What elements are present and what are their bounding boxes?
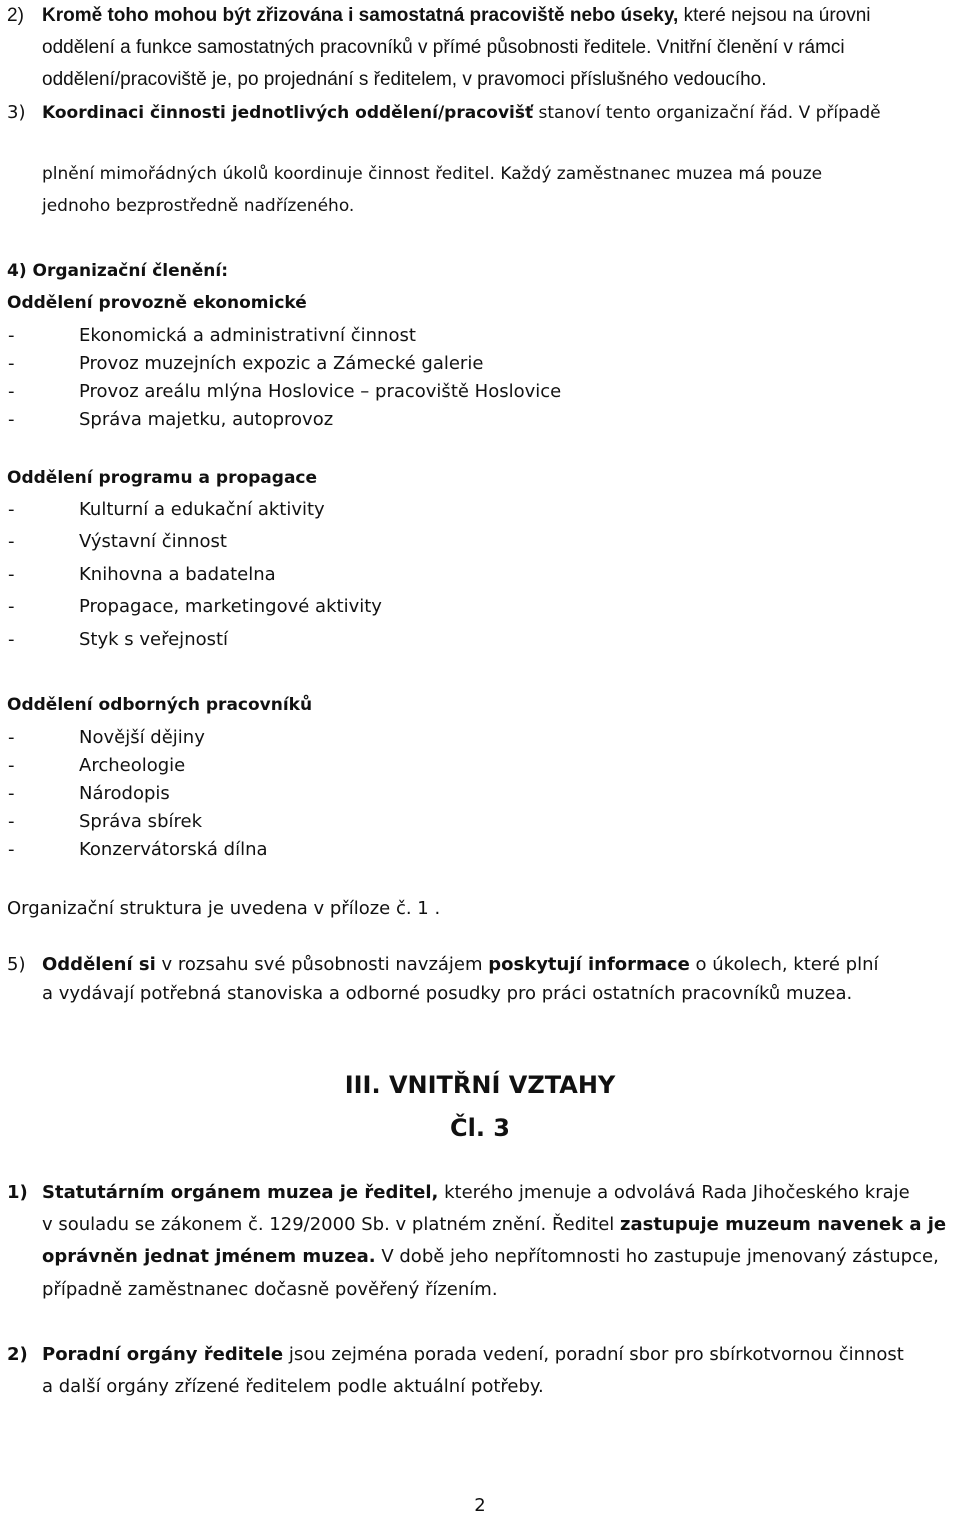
list-dash: -	[8, 596, 15, 617]
section-5-line-1	[42, 953, 879, 977]
list-item: Ekonomická a administrativní činnost	[79, 325, 416, 346]
art3-p1-number: 1)	[7, 1182, 28, 1203]
section-3-number: 3)	[7, 102, 26, 123]
list-dash: -	[8, 564, 15, 585]
art3-p2-line-1	[42, 1343, 904, 1367]
art3-p1-bold: Statutárním orgánem muzea je ředitel,	[42, 1182, 439, 1203]
list-dash: -	[8, 783, 15, 804]
list-dash: -	[8, 325, 15, 346]
section-2-line-2: oddělení a funkce samostatných pracovníků v přímé působnosti ředitele. Vnitřní členění v rámci	[42, 37, 845, 58]
section-3-bold: Koordinaci činnosti jednotlivých oddělení/pracovišť	[42, 103, 534, 123]
section-5-line-2: a vydávají potřebná stanoviska a odborné posudky pro práci ostatních pracovníků muzea.	[42, 983, 853, 1004]
list-item: Kulturní a edukační aktivity	[79, 499, 325, 520]
art3-p1-line-1-rest: kterého jmenuje a odvolává Rada Jihočeského kraje	[438, 1182, 910, 1203]
list-item: Provoz areálu mlýna Hoslovice – pracoviště Hoslovice	[79, 381, 562, 402]
art3-p1-line-2	[42, 1213, 946, 1237]
art3-p1-line-2-text: v souladu se zákonem č. 129/2000 Sb. v platném znění. Ředitel	[42, 1214, 620, 1235]
dept-1-title: Oddělení provozně ekonomické	[7, 293, 307, 313]
section-3-line-2a: plnění mimořádných úkolů koordinuje činnost ředitel.	[42, 164, 495, 184]
section-2-line-3: oddělení/pracoviště je, po projednání s ředitelem, v pravomoci příslušného vedoucího.	[42, 69, 767, 90]
list-item: Styk s veřejností	[79, 629, 229, 650]
article-title: Čl. 3	[449, 1114, 510, 1142]
section-3-line-3: jednoho bezprostředně nadřízeného.	[42, 196, 355, 216]
art3-p1-line-3-rest: V době jeho nepřítomnosti ho zastupuje jmenovaný zástupce,	[375, 1246, 939, 1267]
section-5-text-1: v rozsahu své působnosti navzájem	[155, 954, 489, 975]
org-structure-note: Organizační struktura je uvedena v příloze č. 1 .	[7, 898, 441, 919]
section-5-number: 5)	[7, 954, 26, 975]
section-3-line-1	[42, 101, 881, 125]
section-5-bold-2: poskytují informace	[488, 954, 690, 975]
list-dash: -	[8, 499, 15, 520]
list-item: Novější dějiny	[79, 727, 205, 748]
art3-p1-line-4: případně zaměstnanec dočasně pověřený řízením.	[42, 1279, 498, 1300]
section-3-line-2b: Každý zaměstnanec muzea má pouze	[494, 164, 823, 184]
art3-p2-number: 2)	[7, 1344, 28, 1365]
section-2-number: 2)	[7, 5, 24, 26]
list-item: Správa sbírek	[79, 811, 202, 832]
art3-p2-line-2: a další orgány zřízené ředitelem podle aktuální potřeby.	[42, 1376, 544, 1397]
part-title: III. VNITŘNÍ VZTAHY	[344, 1071, 616, 1099]
list-dash: -	[8, 727, 15, 748]
section-3-line-2	[42, 162, 822, 186]
list-item: Konzervátorská dílna	[79, 839, 268, 860]
art3-p2-bold: Poradní orgány ředitele	[42, 1344, 284, 1365]
dept-2-title: Oddělení programu a propagace	[7, 468, 318, 488]
list-item: Knihovna a badatelna	[79, 564, 276, 585]
list-dash: -	[8, 629, 15, 650]
list-item: Národopis	[79, 783, 170, 804]
section-2-bold: Kromě toho mohou být zřizována i samostatná pracoviště nebo úseky,	[42, 5, 679, 26]
art3-p1-line-1	[42, 1181, 910, 1205]
list-dash: -	[8, 839, 15, 860]
page-number: 2	[474, 1495, 486, 1516]
list-item: Správa majetku, autoprovoz	[79, 409, 334, 430]
section-3-line-1-tail: V případě	[793, 103, 881, 123]
art3-p1-line-2-bold: zastupuje muzeum navenek a je	[620, 1214, 947, 1235]
list-item: Propagace, marketingové aktivity	[79, 596, 382, 617]
list-dash: -	[8, 409, 15, 430]
list-dash: -	[8, 531, 15, 552]
art3-p2-line-1-rest: jsou zejména porada vedení, poradní sbor pro sbírkotvornou činnost	[283, 1344, 904, 1365]
section-3-line-1-rest: stanoví tento organizační řád.	[533, 103, 794, 123]
dept-3-title: Oddělení odborných pracovníků	[7, 695, 313, 715]
list-dash: -	[8, 755, 15, 776]
list-dash: -	[8, 353, 15, 374]
section-2-line-1-rest: které nejsou na úrovni	[678, 5, 871, 26]
list-item: Výstavní činnost	[79, 531, 227, 552]
list-dash: -	[8, 381, 15, 402]
section-2-line-1	[42, 4, 871, 28]
list-item: Archeologie	[79, 755, 186, 776]
art3-p1-line-3	[42, 1245, 939, 1269]
section-5-bold-1: Oddělení si	[42, 954, 156, 975]
list-item: Provoz muzejních expozic a Zámecké galerie	[79, 353, 484, 374]
section-5-text-2: o úkolech, které plní	[689, 954, 879, 975]
section-4-heading: 4) Organizační členění:	[7, 261, 229, 281]
list-dash: -	[8, 811, 15, 832]
art3-p1-line-3-bold: oprávněn jednat jménem muzea.	[42, 1246, 376, 1267]
